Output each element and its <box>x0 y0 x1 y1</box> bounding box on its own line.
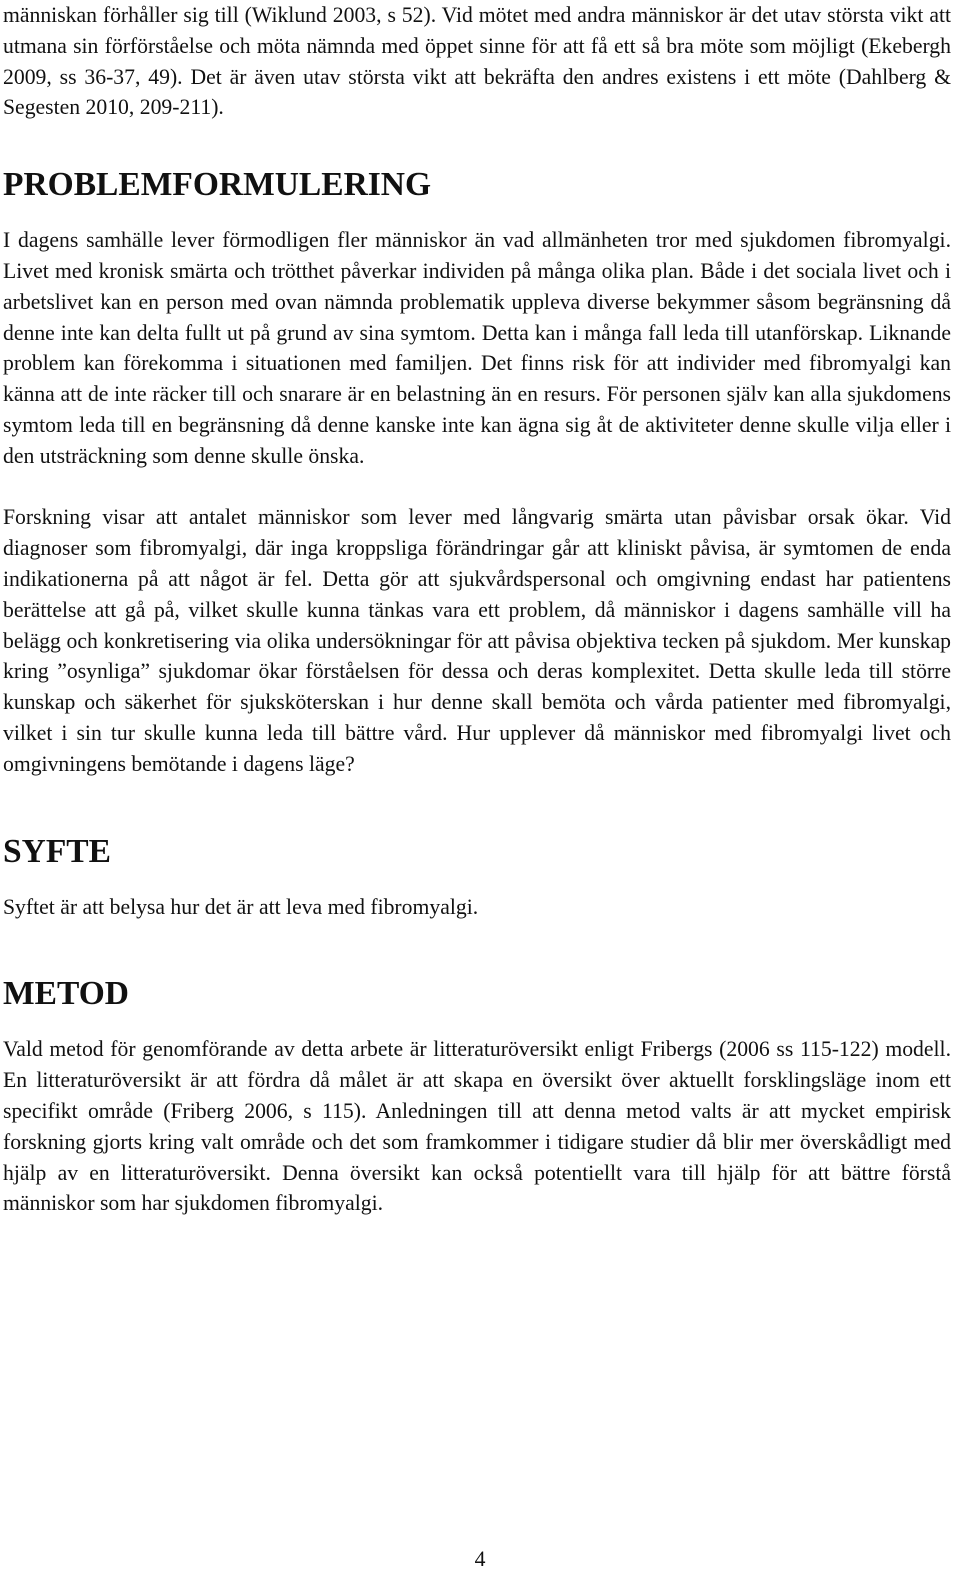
page-number: 4 <box>474 1547 486 1571</box>
problemformulering-heading: PROBLEMFORMULERING <box>3 166 432 204</box>
problem-paragraph-1: I dagens samhälle lever förmodligen fler människor än vad allmänheten tror med sjukdomen fibromyalgi. Livet med kronisk smärta och trötthet påverkar individen på många olika plan. Både i det sociala livet och i arbetslivet kan en person med ovan nämnda problematik uppleva diverse bekymmer såsom begränsning då denne inte kan delta fullt ut på grund av sina symtom. Detta kan i många fall leda till utanförskap. Liknande problem kan förekomma i situationen med familjen. Det finns risk för att individer med fibromyalgi kan känna att de inte räcker till och snarare är en belastning än en resurs. För personen själv kan alla sjukdomens symtom leda till en begränsning då denne kanske inte kan ägna sig åt de aktiviteter denne skulle vilja eller i den utsträckning som denne skulle önska. <box>3 228 951 468</box>
intro-paragraph: människan förhåller sig till (Wiklund 2003, s 52). Vid mötet med andra människor är det utav största vikt att utmana sin förförståelse och möta nämnda med öppet sinne för att få ett så bra möte som möjligt (Ekebergh 2009, ss 36-37, 49). Det är även utav största vikt att bekräfta den andres existens i ett möte (Dahlberg & Segesten 2010, 209-211). <box>3 3 951 120</box>
metod-paragraph: Vald metod för genomförande av detta arbete är litteraturöversikt enligt Fribergs (2006 ss 115-122) modell. En litteraturöversikt är att fördra då målet är att skapa en översikt över aktuellt forsklingsläge inom ett specifikt område (Friberg 2006, s 115). Anledningen till att denna metod valts är att mycket empirisk forskning gjorts kring valt område och det som framkommer i tidigare studier då blir mer överskådligt med hjälp av en litteraturöversikt. Denna översikt kan också potentiellt vara till hjälp för att bättre förstå människor som har sjukdomen fibromyalgi. <box>3 1037 951 1216</box>
document-page <box>3 0 951 1219</box>
syfte-paragraph: Syftet är att belysa hur det är att leva med fibromyalgi. <box>3 894 479 919</box>
syfte-heading: SYFTE <box>3 832 111 870</box>
problem-paragraph-2: Forskning visar att antalet människor som lever med långvarig smärta utan påvisbar orsak ökar. Vid diagnoser som fibromyalgi, där inga kroppsliga förändringar går att kliniskt påvisa, är symtomen de enda indikationerna på att något är fel. Detta gör att sjukvårdspersonal och omgivning endast har patientens berättelse att gå på, vilket skulle kunna tänkas vara ett problem, då människor i dagens samhälle vill ha belägg och konkretisering via olika undersökningar för att påvisa objektiva tecken på sjukdom. Mer kunskap kring ”osynliga” sjukdomar ökar förståelsen för dessa och deras komplexitet. Detta skulle leda till större kunskap och säkerhet för sjuksköterskan i hur denne skall bemöta och vårda patienter med fibromyalgi, vilket i sin tur skulle kunna leda till bättre vård. Hur upplever då människor med fibromyalgi livet och omgivningens bemötande i dagens läge? <box>3 505 951 776</box>
metod-heading: METOD <box>3 975 129 1013</box>
